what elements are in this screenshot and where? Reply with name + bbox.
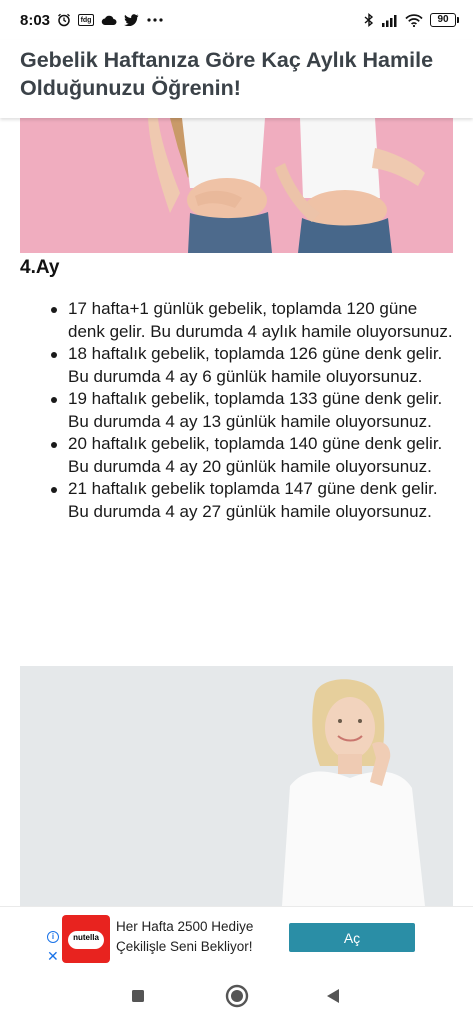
ad-open-button[interactable]: Aç [289,923,415,952]
info-list [20,298,453,523]
back-triangle-icon[interactable] [318,982,348,1010]
battery-icon [430,13,459,27]
section-heading: 4.Ay [20,257,60,278]
status-bar [0,0,473,40]
twitter-icon [124,14,139,26]
ad-close-icon[interactable]: ✕ [47,948,59,964]
ad-banner[interactable] [0,906,473,968]
ad-logo-text: nutella [73,933,99,942]
smiling-woman-image [20,666,453,906]
more-dots-icon [146,17,164,23]
pregnant-women-image [20,118,453,253]
battery-level: 90 [430,13,456,27]
bluetooth-icon [364,13,374,27]
news-app-icon: fdg [78,14,94,26]
list-item: 17 hafta+1 günlük gebelik, toplamda 120 güne denk gelir. Bu durumda 4 aylık hamile oluyorsunuz. [68,298,453,343]
home-circle-icon[interactable] [222,982,252,1010]
list-item: 18 haftalık gebelik, toplamda 126 güne denk gelir. Bu durumda 4 ay 6 günlük hamile oluyorsunuz. [68,343,453,388]
wifi-icon [405,14,423,27]
status-right [364,13,459,27]
status-left [20,12,164,29]
list-item: 20 haftalık gebelik, toplamda 140 güne denk gelir. Bu durumda 4 ay 20 günlük hamile oluyorsunuz. [68,433,453,478]
nav-bar [0,968,473,1024]
page-title: Gebelik Haftanıza Göre Kaç Aylık Hamile Olduğunuzu Öğrenin! [20,48,434,100]
ad-text[interactable]: Her Hafta 2500 Hediye Çekilişle Seni Bekliyor! [116,919,254,954]
article-content[interactable] [0,118,473,906]
alarm-icon [57,13,71,27]
hero-illustration [20,118,453,253]
recents-square-icon[interactable] [123,982,153,1010]
list-item: 19 haftalık gebelik, toplamda 133 güne denk gelir. Bu durumda 4 ay 13 günlük hamile oluyorsunuz. [68,388,453,433]
app-header [0,40,473,118]
cloud-icon [101,14,117,26]
ad-logo[interactable] [62,915,110,963]
status-time: 8:03 [20,11,51,29]
battery-tip [457,17,459,23]
photo-illustration [20,666,453,906]
signal-icon [381,14,398,27]
list-item: 21 haftalık gebelik toplamda 147 güne denk gelir. Bu durumda 4 ay 27 günlük hamile oluyorsunuz. [68,478,453,523]
ad-info-icon[interactable]: i [47,931,59,943]
